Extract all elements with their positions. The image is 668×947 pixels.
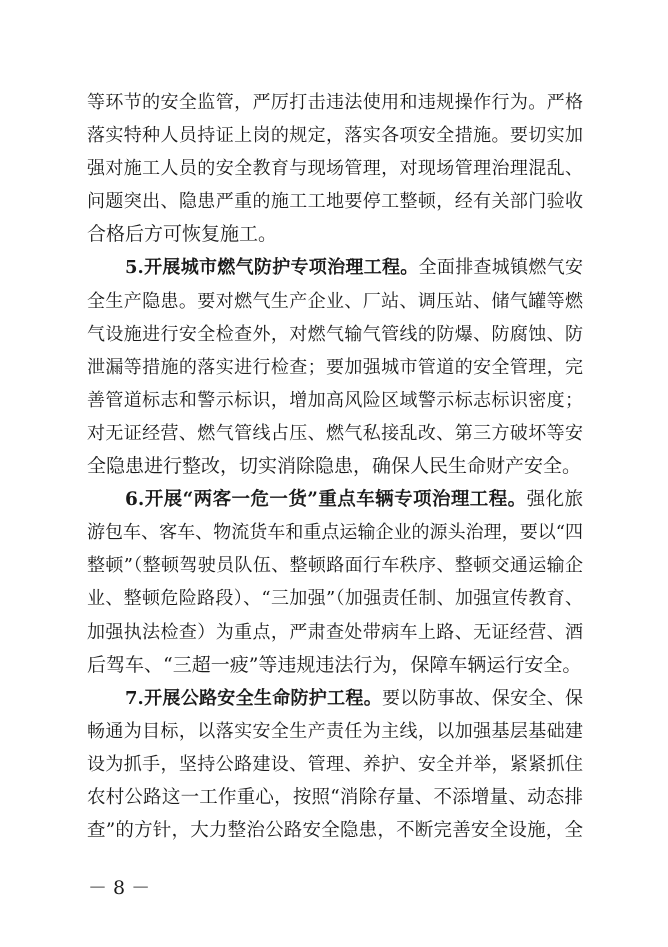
text-line: 后驾车、“三超一疲”等违规违法行为，保障车辆运行安全。 — [87, 653, 582, 676]
section-7-first-line-text: 要以防事故、保安全、保 — [382, 687, 584, 709]
body-text — [87, 86, 583, 847]
section-6-heading: 6.开展“两客一危一货”重点车辆专项治理工程。 — [125, 489, 527, 511]
section-7-first-line — [87, 682, 583, 715]
text-line: 畅通为目标，以落实安全生产责任为主线，以加强基层基础建 — [87, 720, 583, 742]
section-5-heading: 5.开展城市燃气防护专项治理工程。 — [125, 257, 419, 279]
section-6-first-line-text: 强化旅 — [526, 489, 583, 511]
text-line: 气设施进行安全检查外，对燃气输气管线的防爆、防腐蚀、防 — [87, 323, 583, 345]
text-line: 合格后方可恢复施工。 — [87, 223, 278, 246]
text-line: 加强执法检查）为重点，严肃查处带病车上路、无证经营、酒 — [87, 621, 583, 643]
text-line: 全隐患进行整改，切实消除隐患，确保人民生命财产安全。 — [87, 455, 582, 478]
section-5-first-line-text: 全面排查城镇燃气安 — [418, 257, 583, 279]
text-line: 农村公路这一工作重心，按照“消除存量、不添增量、动态排 — [87, 786, 583, 808]
text-line: 善管道标志和警示标识，增加高风险区域警示标志标识密度； — [87, 389, 583, 411]
page-number: － 8 － — [88, 877, 151, 899]
text-line: 整顿”（整顿驾驶员队伍、整顿路面行车秩序、整顿交通运输企 — [87, 555, 583, 577]
text-line: 游包车、客车、物流货车和重点运输企业的源头治理，要以“四 — [87, 522, 583, 544]
text-line: 强对施工人员的安全教育与现场管理，对现场管理治理混乱、 — [87, 158, 583, 180]
text-line: 业、整顿危险路段）、“三加强”（加强责任制、加强宣传教育、 — [87, 588, 583, 610]
text-line: 落实特种人员持证上岗的规定，落实各项安全措施。要切实加 — [87, 125, 583, 147]
text-line: 问题突出、隐患严重的施工工地要停工整顿，经有关部门验收 — [87, 191, 583, 213]
text-line: 泄漏等措施的落实进行检查；要加强城市管道的安全管理，完 — [87, 356, 583, 378]
section-6-first-line — [87, 483, 583, 516]
text-line: 查”的方针，大力整治公路安全隐患，不断完善安全设施，全 — [87, 820, 583, 842]
text-line: 全生产隐患。要对燃气生产企业、厂站、调压站、储气罐等燃 — [87, 290, 583, 312]
section-7-heading: 7.开展公路安全生命防护工程。 — [125, 687, 382, 709]
text-line: 等环节的安全监管，严厉打击违法使用和违规操作行为。严格 — [87, 92, 583, 113]
text-line: 设为抓手，坚持公路建设、管理、养护、安全并举，紧紧抓住 — [87, 753, 583, 775]
section-5-first-line — [87, 251, 583, 284]
text-line: 对无证经营、燃气管线占压、燃气私接乱改、第三方破坏等安 — [87, 422, 583, 444]
